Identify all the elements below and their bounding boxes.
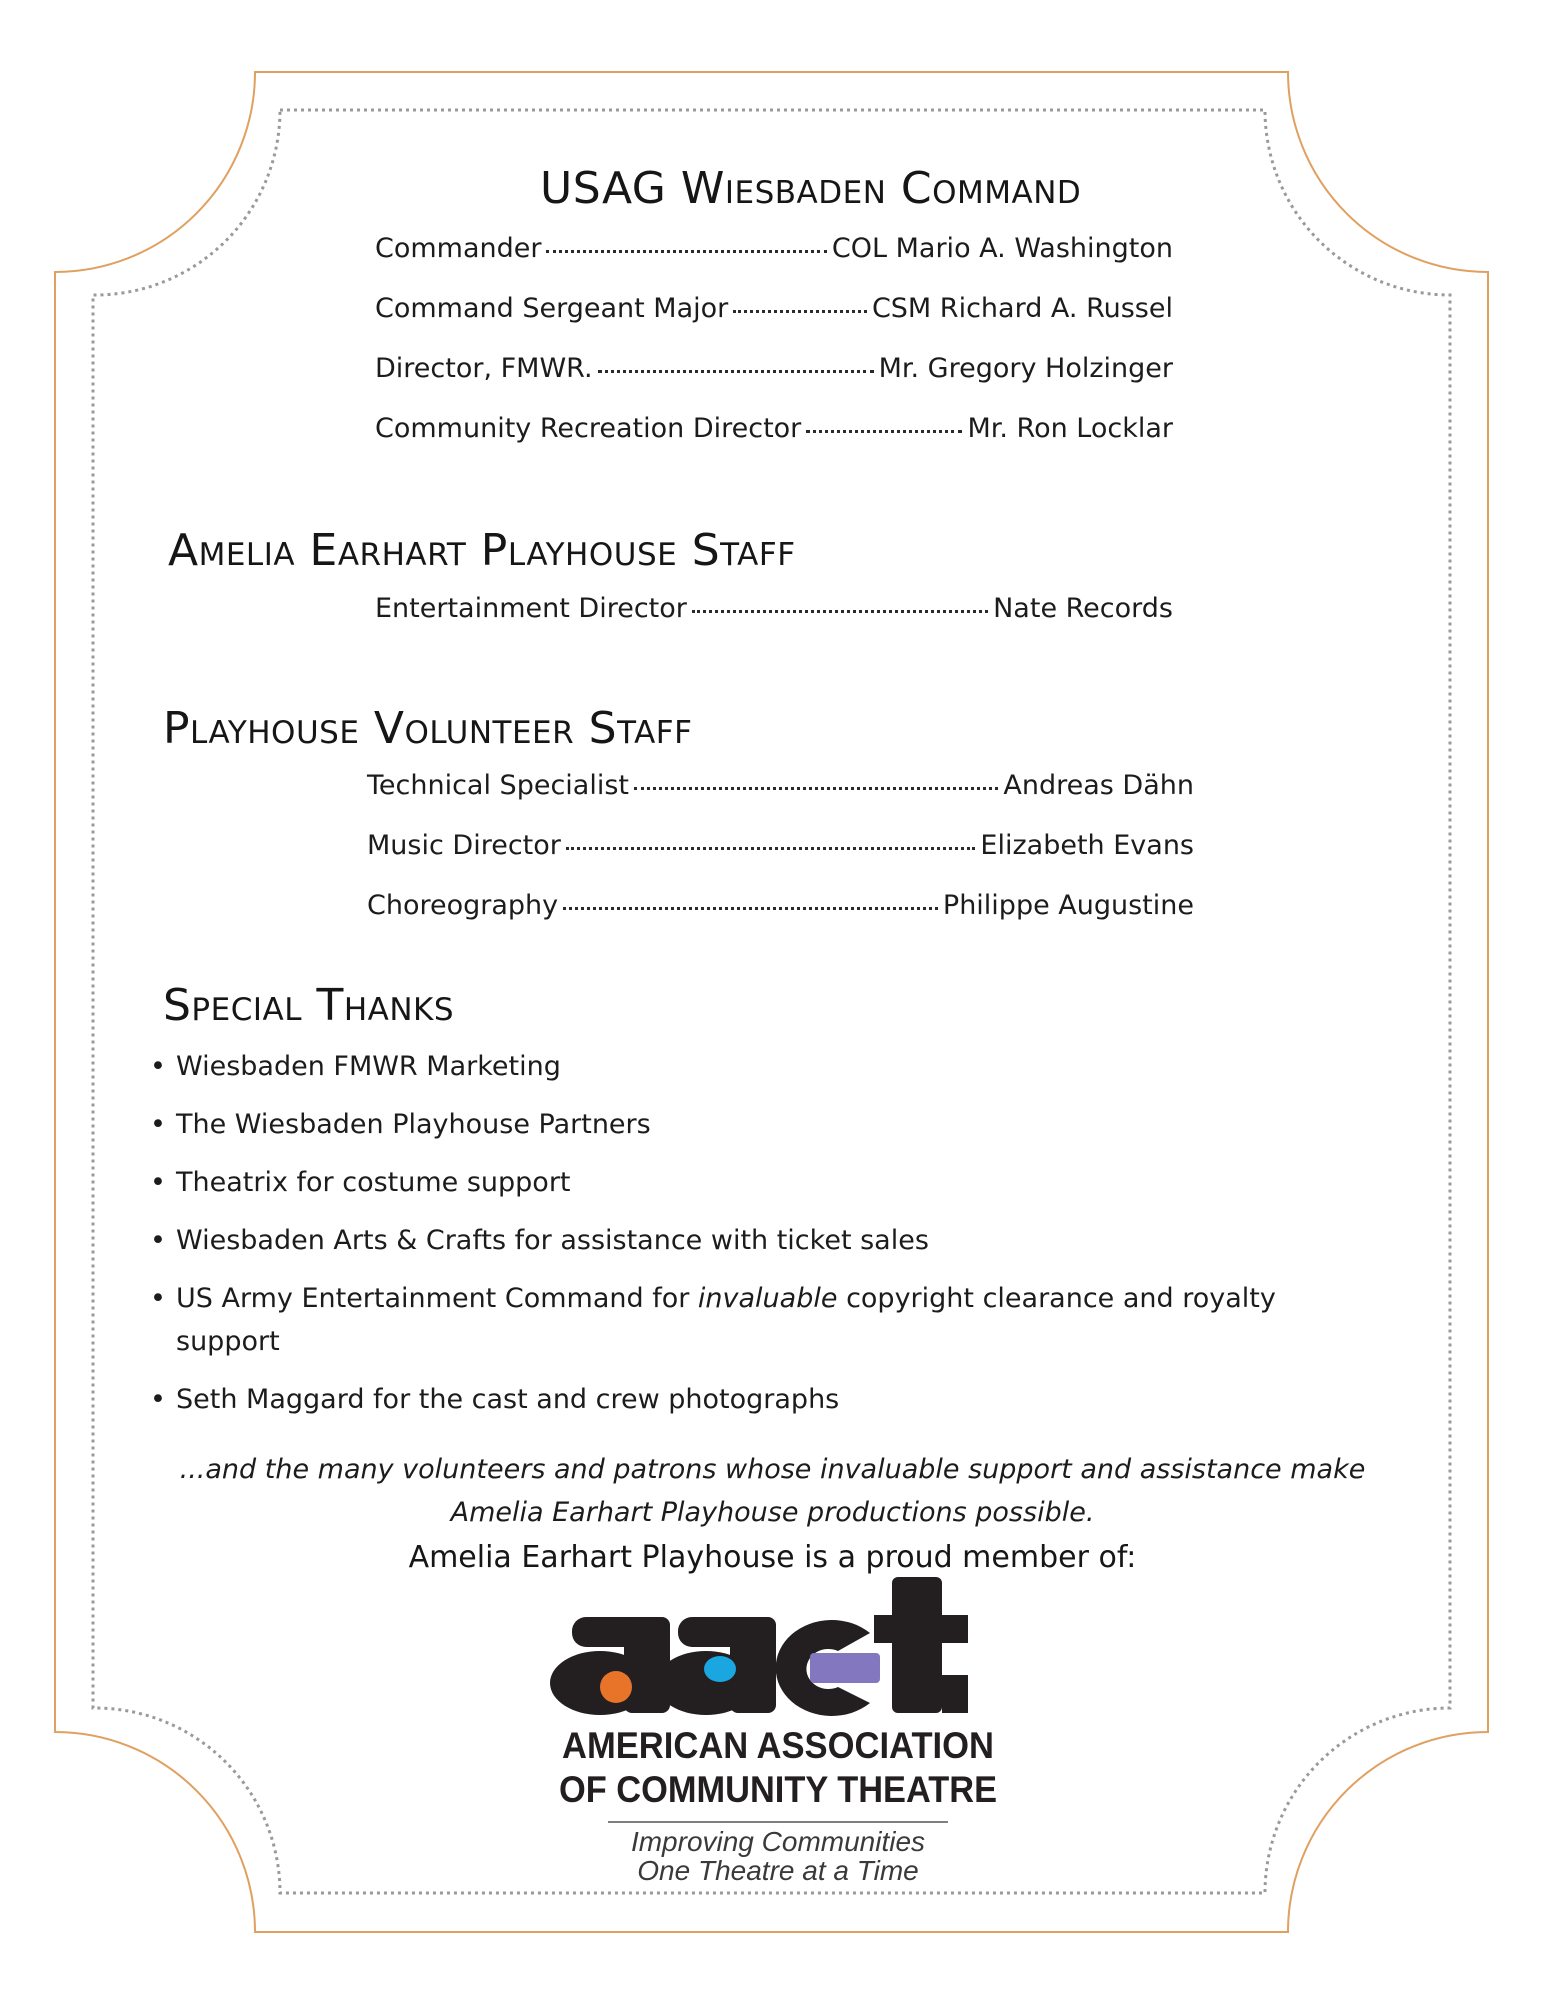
aact-wordmark-icon: [550, 1577, 968, 1716]
role-label: Command Sergeant Major: [375, 293, 729, 324]
thanks-text: The Wiesbaden Playhouse Partners: [176, 1109, 651, 1140]
list-item: [150, 1045, 1330, 1088]
person-name: Elizabeth Evans: [980, 830, 1194, 861]
member-line: Amelia Earhart Playhouse is a proud member of:: [408, 1540, 1137, 1575]
dot-leader: [598, 370, 874, 373]
dot-leader: [546, 250, 826, 253]
person-name: Nate Records: [993, 593, 1173, 624]
dot-leader: [733, 310, 867, 313]
aact-logo: [548, 1575, 1008, 1895]
list-item: [150, 1161, 1330, 1204]
role-label: Entertainment Director: [375, 593, 687, 624]
roster-row: [375, 233, 1173, 293]
roster-row: [367, 830, 1194, 890]
person-name: COL Mario A. Washington: [831, 233, 1173, 264]
bullet-icon: •: [150, 1167, 166, 1198]
volunteer-staff-roster: [367, 770, 1194, 950]
playhouse-staff-title: Amelia Earhart Playhouse Staff: [168, 525, 796, 576]
roster-row: [375, 593, 1173, 653]
logo-tagline-line2: One Theatre at a Time: [637, 1855, 919, 1886]
role-label: Commander: [375, 233, 542, 264]
roster-row: [367, 770, 1194, 830]
thanks-text: Theatrix for costume support: [176, 1167, 571, 1198]
thanks-text-after: copyright clearance and royalty support: [176, 1283, 1276, 1357]
list-item: [150, 1378, 1330, 1421]
person-name: Andreas Dähn: [1003, 770, 1194, 801]
bullet-icon: •: [150, 1225, 166, 1256]
roster-row: [367, 890, 1194, 950]
role-label: Director, FMWR.: [375, 353, 593, 384]
person-name: Philippe Augustine: [942, 890, 1194, 921]
dot-leader: [634, 787, 998, 790]
playhouse-staff-roster: [375, 593, 1173, 653]
bullet-icon: •: [150, 1384, 166, 1415]
role-label: Community Recreation Director: [375, 413, 802, 444]
person-name: CSM Richard A. Russel: [871, 293, 1173, 324]
bullet-icon: •: [150, 1051, 166, 1082]
command-roster: [375, 233, 1173, 473]
list-item: [150, 1219, 1330, 1262]
command-section-title: USAG Wiesbaden Command: [540, 163, 1082, 214]
list-item: [150, 1277, 1330, 1363]
dot-leader: [692, 610, 988, 613]
roster-row: [375, 353, 1173, 413]
dot-leader: [806, 430, 962, 433]
list-item: [150, 1103, 1330, 1146]
roster-row: [375, 293, 1173, 353]
volunteer-staff-title: Playhouse Volunteer Staff: [163, 703, 693, 754]
thanks-text: Wiesbaden FMWR Marketing: [176, 1051, 561, 1082]
special-thanks-title: Special Thanks: [163, 980, 455, 1031]
logo-name-line1: AMERICAN ASSOCIATION: [562, 1725, 994, 1766]
special-thanks-list: [150, 1045, 1330, 1436]
bullet-icon: •: [150, 1109, 166, 1140]
dot-leader: [563, 907, 938, 910]
thanks-text: Seth Maggard for the cast and crew photographs: [176, 1384, 840, 1415]
role-label: Music Director: [367, 830, 561, 861]
logo-name-line2: OF COMMUNITY THEATRE: [559, 1769, 997, 1810]
person-name: Mr. Gregory Holzinger: [878, 353, 1173, 384]
logo-tagline-line1: Improving Communities: [630, 1826, 926, 1857]
thanks-text: Wiesbaden Arts & Crafts for assistance with ticket sales: [176, 1225, 929, 1256]
person-name: Mr. Ron Locklar: [967, 413, 1173, 444]
role-label: Choreography: [367, 890, 559, 921]
bullet-icon: •: [150, 1283, 166, 1314]
thanks-emphasis: invaluable: [697, 1283, 838, 1314]
dot-leader: [566, 847, 976, 850]
thanks-text: US Army Entertainment Command for: [176, 1283, 698, 1314]
closing-note: ...and the many volunteers and patrons whose invaluable support and assistance make Amelia Earhart Playhouse productions possible.: [179, 1454, 1366, 1528]
role-label: Technical Specialist: [367, 770, 629, 801]
roster-row: [375, 413, 1173, 473]
